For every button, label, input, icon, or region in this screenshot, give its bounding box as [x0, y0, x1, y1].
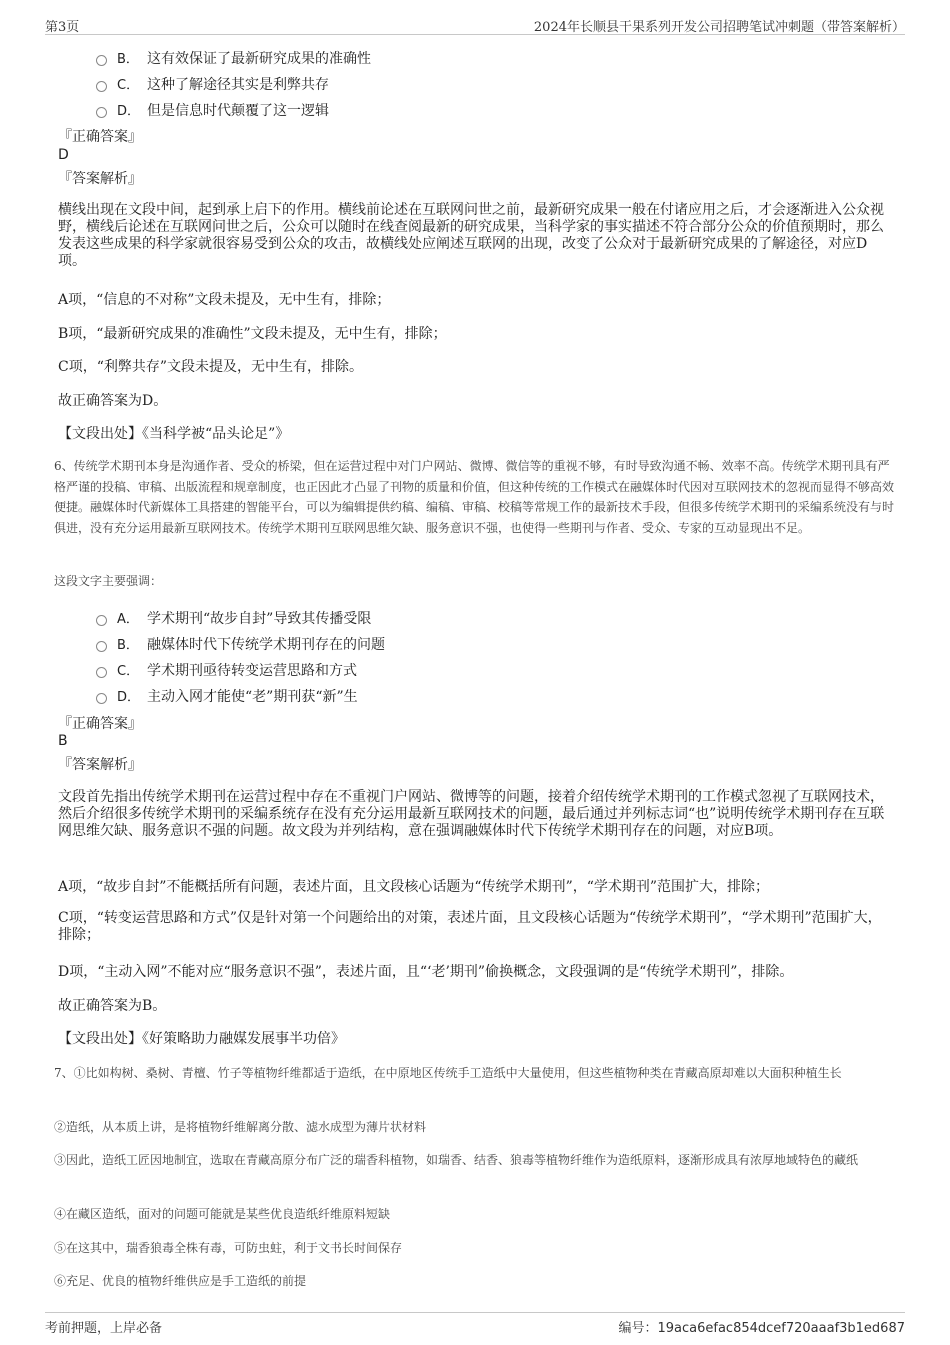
q5-option-c-explain: C项，“利弊共存”文段未提及，无中生有，排除。	[58, 359, 364, 375]
q5-correct-answer: D	[58, 147, 69, 163]
q7-stem: 7、①比如构树、桑树、青檀、竹子等植物纤维都适于造纸，在中原地区传统手工造纸中大量使用，但这些植物种类在青藏高原却难以大面积种植生长	[54, 1066, 842, 1080]
document-title: 2024年长顺县干果系列开发公司招聘笔试冲刺题（带答案解析）	[533, 20, 905, 35]
q6-option-d-explain: D项，“主动入网”不能对应“服务意识不强”，表述片面，且“‘老’期刊”偷换概念，文段强调的是“传统学术期刊”，排除。	[58, 964, 794, 980]
q7-sentence-4: ④在藏区造纸，面对的问题可能就是某些优良造纸纤维原料短缺	[54, 1207, 391, 1221]
q5-option-c[interactable]: C． 这种了解途径其实是利弊共存	[96, 74, 329, 94]
q5-option-a-explain: A项，“信息的不对称”文段未提及，无中生有，排除；	[58, 292, 391, 308]
q5-option-d[interactable]: D． 但是信息时代颠覆了这一逻辑	[96, 100, 329, 120]
radio-icon[interactable]	[96, 81, 107, 92]
q5-option-b[interactable]: B． 这有效保证了最新研究成果的准确性	[96, 48, 371, 68]
radio-icon[interactable]	[96, 641, 107, 652]
q6-analysis: 文段首先指出传统学术期刊在运营过程中存在不重视门户网站、微博等的问题，接着介绍传统学术期刊的工作模式忽视了互联网技术，然后介绍很多传统学术期刊的采编系统存在没有充分运用最新互联网技术的问题，最后通过并列标志词“也”说明传统学术期刊存在互联网思维欠缺、服务意识不强的问题。故文段为并列结构，意在强调融媒体时代下传统学术期刊存在的问题，对应B项。	[58, 789, 885, 839]
q5-correct-label: 『正确答案』	[58, 129, 142, 145]
q6-option-c-explain: C项，“转变运营思路和方式”仅是针对第一个问题给出的对策，表述片面，且文段核心话题为“传统学术期刊”，“学术期刊”范围扩大，排除；	[58, 910, 882, 943]
radio-icon[interactable]	[96, 667, 107, 678]
q6-option-b[interactable]: B． 融媒体时代下传统学术期刊存在的问题	[96, 634, 385, 654]
q6-correct-label: 『正确答案』	[58, 716, 142, 732]
footer-slogan: 考前押题，上岸必备	[45, 1321, 163, 1336]
q6-option-c[interactable]: C． 学术期刊亟待转变运营思路和方式	[96, 660, 357, 680]
document-id: 编号：19aca6efac854dcef720aaaf3b1ed687	[618, 1321, 905, 1336]
q6-option-a[interactable]: A． 学术期刊“故步自封”导致其传播受限	[96, 608, 371, 628]
q6-correct-answer: B	[58, 733, 68, 749]
q5-analysis: 横线出现在文段中间，起到承上启下的作用。横线前论述在互联网问世之前，最新研究成果一般在付诸应用之后，才会逐渐进入公众视野，横线后论述在互联网问世之后，公众可以随时在线查阅最新的研究成果，当科学家的事实描述不符合部分公众的价值预期时，那么发表这些成果的科学家就很容易受到公众的攻击，故横线处应阐述互联网的出现，改变了公众对于最新研究成果的了解途径，对应D项。	[58, 202, 884, 269]
q5-option-b-explain: B项，“最新研究成果的准确性”文段未提及，无中生有，排除；	[58, 326, 447, 342]
q6-analysis-label: 『答案解析』	[58, 757, 142, 773]
q6-option-a-explain: A项，“故步自封”不能概括所有问题，表述片面，且文段核心话题为“传统学术期刊”，“学术期刊”范围扩大，排除；	[58, 879, 770, 895]
page-header	[45, 14, 905, 35]
q7-sentence-6: ⑥充足、优良的植物纤维供应是手工造纸的前提	[54, 1274, 307, 1288]
q6-option-d[interactable]: D． 主动入网才能使“老”期刊获“新”生	[96, 686, 358, 706]
q6-conclusion: 故正确答案为B。	[58, 998, 167, 1014]
radio-icon[interactable]	[96, 107, 107, 118]
radio-icon[interactable]	[96, 693, 107, 704]
page-number: 第3页	[45, 20, 80, 35]
q7-sentence-3: ③因此，造纸工匠因地制宜，选取在青藏高原分布广泛的瑞香科植物，如瑞香、结香、狼毒等植物纤维作为造纸原料，逐渐形成具有浓厚地域特色的藏纸	[54, 1153, 859, 1167]
q6-prompt: 这段文字主要强调：	[54, 574, 163, 588]
q7-sentence-2: ②造纸，从本质上讲，是将植物纤维解离分散、滤水成型为薄片状材料	[54, 1120, 427, 1134]
radio-icon[interactable]	[96, 55, 107, 66]
q6-stem: 6、传统学术期刊本身是沟通作者、受众的桥梁，但在运营过程中对门户网站、微博、微信等的重视不够，有时导致沟通不畅、效率不高。传统学术期刊具有严格严谨的投稿、审稿、出版流程和规章制度，也正因此才凸显了刊物的质量和价值，但这种传统的工作模式在融媒体时代因对互联网技术的忽视而显得不够高效便捷。融媒体时代新媒体工具搭建的智能平台，可以为编辑提供约稿、编稿、审稿、校稿等常规工作的最新技术手段，但很多传统学术期刊的采编系统没有与时俱进，没有充分运用最新互联网技术。传统学术期刊互联网思维欠缺、服务意识不强，也使得一些期刊与作者、受众、专家的互动显现出不足。	[54, 459, 895, 535]
q6-source: 【文段出处】《好策略助力融媒发展事半功倍》	[58, 1031, 345, 1047]
q5-analysis-label: 『答案解析』	[58, 171, 142, 187]
radio-icon[interactable]	[96, 615, 107, 626]
page-footer	[45, 1312, 905, 1335]
q5-source: 【文段出处】《当科学被“品头论足”》	[58, 426, 290, 442]
q5-conclusion: 故正确答案为D。	[58, 393, 168, 409]
q7-sentence-5: ⑤在这其中，瑞香狼毒全株有毒，可防虫蛀，利于文书长时间保存	[54, 1241, 403, 1255]
